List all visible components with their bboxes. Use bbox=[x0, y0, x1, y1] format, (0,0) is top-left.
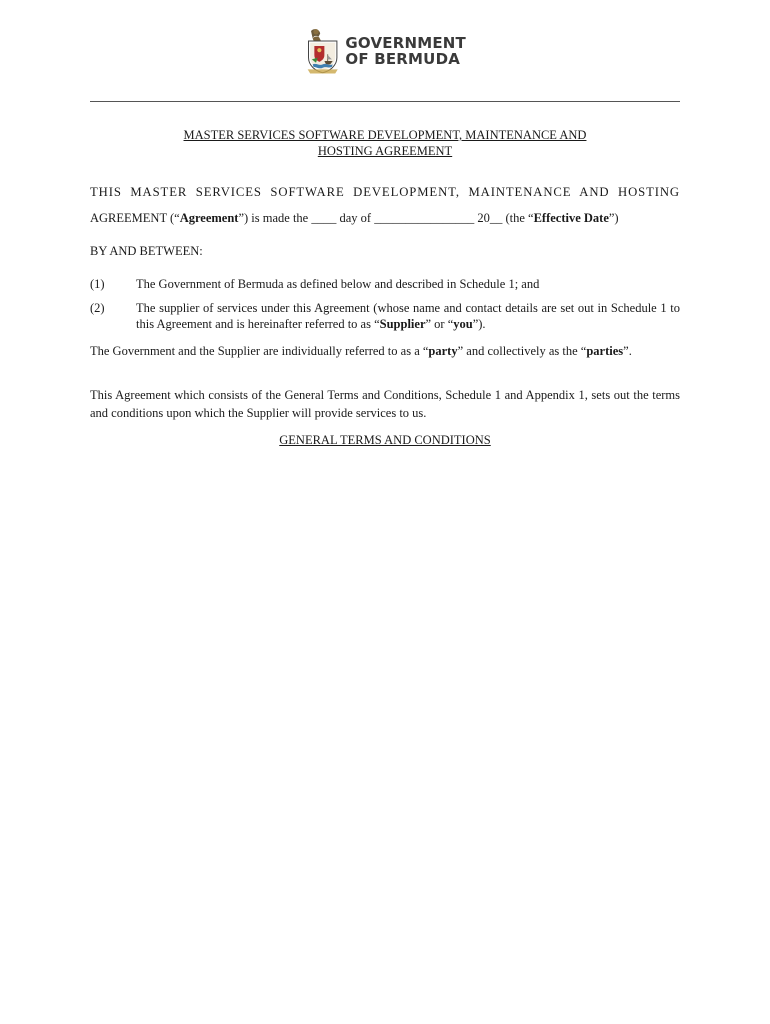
government-of-bermuda-logo bbox=[306, 22, 466, 80]
agreement-consists: This Agreement which consists of the General Terms and Conditions, Schedule 1 and Appendix 1, sets out the terms and conditions upon which the Supplier will provide services to us. bbox=[90, 388, 680, 420]
party-item-2 bbox=[90, 300, 680, 332]
intro-text-e: ”) bbox=[608, 211, 619, 225]
intro-text-c: ”) is made the ____ day of ________________ 20__ (the “ bbox=[238, 211, 534, 225]
document-title bbox=[90, 127, 680, 159]
party-2-text-c: ”). bbox=[472, 317, 486, 331]
logo-wordmark bbox=[345, 35, 466, 67]
party-term: party bbox=[428, 344, 458, 358]
party-2-text-b: ” or “ bbox=[425, 317, 454, 331]
party-def-c: ” and collectively as the “ bbox=[457, 344, 587, 358]
header-divider bbox=[90, 101, 680, 102]
party-def-e: ”. bbox=[623, 344, 632, 358]
effective-date-term: Effective Date bbox=[533, 211, 609, 225]
party-2-text-a: The supplier of services under this Agreement (whose name and contact details are set out in Schedule 1 to this Agreement and is hereinafter referred to as “ bbox=[136, 301, 680, 331]
party-item-number: (1) bbox=[90, 277, 105, 291]
intro-line-2 bbox=[90, 209, 680, 227]
you-term: you bbox=[453, 317, 473, 331]
party-item-text: The Government of Bermuda as defined below and described in Schedule 1; and bbox=[136, 277, 540, 291]
intro-line-1: THIS MASTER SERVICES SOFTWARE DEVELOPMENT, MAINTENANCE AND HOSTING bbox=[90, 185, 680, 199]
title-line-2: HOSTING AGREEMENT bbox=[317, 144, 453, 158]
general-terms-heading: GENERAL TERMS AND CONDITIONS bbox=[279, 433, 491, 447]
by-and-between: BY AND BETWEEN: bbox=[90, 244, 203, 258]
supplier-term: Supplier bbox=[379, 317, 426, 331]
party-definition bbox=[90, 342, 680, 360]
intro-text-a: AGREEMENT (“ bbox=[90, 211, 180, 225]
logo-line-2: OF BERMUDA bbox=[345, 50, 461, 68]
agreement-term: Agreement bbox=[179, 211, 239, 225]
parties-term: parties bbox=[586, 344, 624, 358]
party-item-number: (2) bbox=[90, 301, 105, 315]
party-item-1 bbox=[90, 276, 680, 292]
title-line-1: MASTER SERVICES SOFTWARE DEVELOPMENT, MAINTENANCE AND bbox=[183, 128, 587, 142]
party-item-text bbox=[136, 300, 680, 332]
logo-line-1: GOVERNMENT bbox=[345, 34, 466, 52]
party-def-a: The Government and the Supplier are individually referred to as a “ bbox=[90, 344, 429, 358]
bermuda-coat-of-arms-icon bbox=[306, 23, 339, 79]
